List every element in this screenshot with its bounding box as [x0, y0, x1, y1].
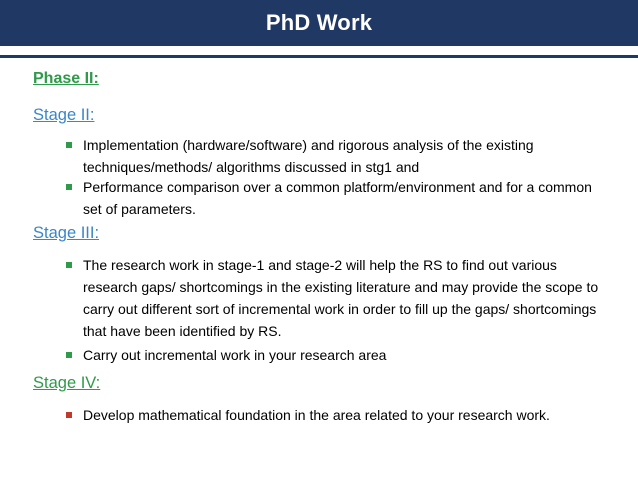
- stage-heading: Stage III:: [33, 224, 100, 242]
- title-divider: [0, 55, 638, 58]
- bullet-icon: [66, 412, 72, 418]
- bullet-icon: [66, 352, 72, 358]
- list-item: [66, 176, 613, 220]
- list-item-text: Carry out incremental work in your research area: [83, 347, 387, 363]
- list-item-text: The research work in stage-1 and stage-2 will help the RS to find out various research gaps/ shortcomings in the existing literature and may provide the scope to carry out different sort of incremental work in order to fill up the gaps/ shortcomings that have been identified by RS.: [83, 257, 599, 339]
- list-item: [66, 254, 613, 342]
- list-item-text: Develop mathematical foundation in the area related to your research work.: [83, 407, 550, 423]
- title-bar: [0, 0, 638, 46]
- stage-heading: Stage II:: [33, 106, 95, 124]
- list-item: [66, 404, 613, 426]
- list-item: [66, 134, 613, 178]
- list-item-text: Performance comparison over a common platform/environment and for a common set of parameters.: [83, 179, 592, 217]
- bullet-icon: [66, 142, 72, 148]
- slide-title: PhD Work: [265, 10, 373, 35]
- stage-heading: Stage IV:: [33, 374, 101, 392]
- list-item-text: Implementation (hardware/software) and rigorous analysis of the existing techniques/methods/ algorithms discussed in stg1 and: [83, 137, 534, 175]
- list-item: [66, 344, 613, 366]
- phase-heading: Phase II:: [33, 70, 99, 87]
- bullet-icon: [66, 184, 72, 190]
- bullet-icon: [66, 262, 72, 268]
